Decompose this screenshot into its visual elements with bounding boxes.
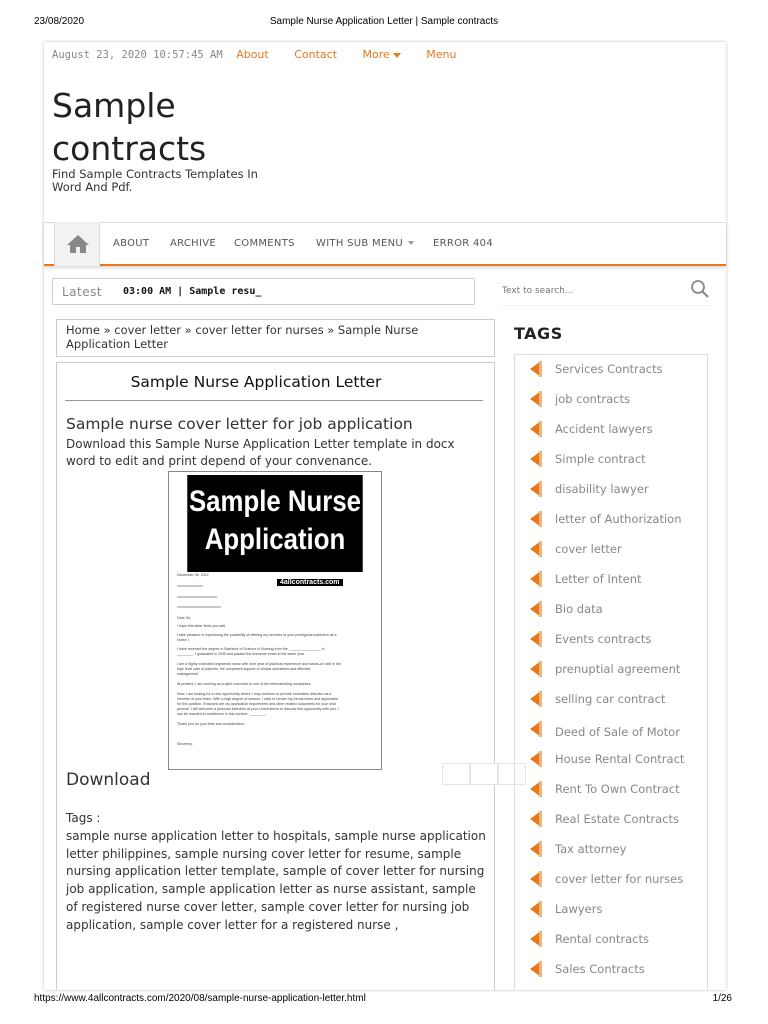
- tag-label: prenuptial agreement: [555, 662, 681, 676]
- print-footer: [0, 993, 768, 1013]
- article-title: Sample Nurse Application Letter: [130, 373, 382, 391]
- tag-label: House Rental Contract: [555, 752, 685, 766]
- preview-body-line: I take pleasure in expressing the possibility of offering my services to your prestigious institution as a: [177, 633, 337, 637]
- article-description: Download this Sample Nurse Application Letter template in docx word to edit and print depend of your convenance.: [66, 437, 455, 468]
- download-button[interactable]: [442, 763, 470, 785]
- tag-arrow-stem: [539, 571, 542, 587]
- tag-link[interactable]: [525, 478, 708, 500]
- tag-link[interactable]: [525, 538, 708, 560]
- more-dropdown[interactable]: [363, 48, 401, 61]
- tag-label: Services Contracts: [555, 362, 663, 376]
- tag-label: Rent To Own Contract: [555, 782, 680, 796]
- tag-label: Deed of Sale of Motor: [555, 725, 680, 739]
- tag-link[interactable]: [525, 928, 708, 950]
- tag-link[interactable]: [525, 868, 708, 890]
- nav-comments[interactable]: COMMENTS: [234, 238, 295, 249]
- tag-arrow-stem: [539, 871, 542, 887]
- tag-arrow-stem: [539, 661, 542, 677]
- tag-arrow-stem: [539, 691, 542, 707]
- tag-label: cover letter: [555, 542, 622, 556]
- tag-label: Sales Contracts: [555, 962, 645, 976]
- about-link[interactable]: About: [236, 48, 269, 61]
- tags-label: Tags :: [66, 811, 101, 825]
- tag-label: Rental contracts: [555, 932, 649, 946]
- tag-arrow-stem: [539, 421, 542, 437]
- preview-banner: Sample Nurse Application: [187, 475, 362, 572]
- preview-body-line: high level care of patients, the competent support of clinical operations and effective: [177, 667, 311, 671]
- latest-ticker: [52, 278, 475, 305]
- title-divider: [65, 400, 483, 401]
- web-page: [44, 42, 726, 990]
- article-tags: [66, 810, 486, 935]
- tag-label: cover letter for nurses: [555, 872, 684, 886]
- preview-date: December 06, 2012: [177, 573, 209, 577]
- menu-link[interactable]: Menu: [426, 48, 457, 61]
- breadcrumb[interactable]: Home » cover letter » cover letter for nurses » Sample Nurse Application Letter: [56, 319, 495, 357]
- tag-arrow-stem: [539, 631, 542, 647]
- print-doc-title: Sample Nurse Application Letter | Sample contracts: [269, 16, 499, 27]
- chevron-down-icon: [408, 241, 414, 245]
- nav-archive[interactable]: ARCHIVE: [170, 238, 217, 249]
- chevron-down-icon: [393, 53, 401, 58]
- tag-arrow-stem: [539, 721, 542, 737]
- tag-label: Events contracts: [555, 632, 652, 646]
- tag-arrow-stem: [539, 481, 542, 497]
- tag-link[interactable]: [525, 568, 708, 590]
- print-page-number: 1/26: [712, 993, 732, 1004]
- tag-link[interactable]: [525, 598, 708, 620]
- top-bar: [52, 48, 479, 61]
- tag-link[interactable]: [525, 808, 708, 830]
- letter-preview-image[interactable]: [168, 471, 382, 770]
- main-nav: [44, 222, 726, 266]
- tag-link[interactable]: [525, 958, 708, 980]
- preview-body-line: I hope this letter finds you well.: [177, 624, 227, 628]
- tag-arrow-stem: [539, 451, 542, 467]
- tag-link[interactable]: [525, 688, 708, 710]
- tag-link[interactable]: [525, 748, 708, 770]
- search-box: [502, 278, 712, 306]
- search-icon[interactable]: [690, 279, 710, 303]
- preview-body-line: for this position. Enclosed are my application requirement and other related documents for your kind: [177, 702, 336, 706]
- tag-link[interactable]: [525, 388, 708, 410]
- tag-label: job contracts: [555, 392, 630, 406]
- preview-body-line: Nurse I.: [177, 638, 190, 642]
- tag-label: Accident lawyers: [555, 422, 653, 436]
- tag-arrow-stem: [539, 841, 542, 857]
- preview-body-line: member of your team. With a high degree of esteem, I wish to render my formal intent and application: [177, 697, 339, 701]
- article: [56, 362, 495, 990]
- tag-label: selling car contract: [555, 692, 666, 706]
- preview-body-line: Now, I am looking for a new opportunity where I may continue to provide innovative direction as a: [177, 692, 332, 696]
- tag-arrow-stem: [539, 751, 542, 767]
- tag-arrow-stem: [539, 511, 542, 527]
- latest-label: Latest: [62, 285, 103, 299]
- tag-label: Real Estate Contracts: [555, 812, 679, 826]
- tag-arrow-stem: [539, 811, 542, 827]
- tag-label: disability lawyer: [555, 482, 649, 496]
- preview-body-line: management.: [177, 672, 199, 676]
- tag-arrow-stem: [539, 931, 542, 947]
- tag-arrow-stem: [539, 781, 542, 797]
- contact-link[interactable]: Contact: [294, 48, 338, 61]
- tag-label: letter of Authorization: [555, 512, 682, 526]
- header-datetime: August 23, 2020 10:57:45 AM: [52, 49, 223, 61]
- preview-body-line: I am a highly motivated registered nurse with nine year of practical experience and hands-on skill in the: [177, 662, 341, 666]
- download-heading[interactable]: Download: [66, 770, 151, 790]
- tag-link[interactable]: [525, 718, 708, 744]
- download-button[interactable]: [470, 763, 498, 785]
- tag-link[interactable]: [525, 448, 708, 470]
- home-button[interactable]: [54, 222, 100, 266]
- tag-link[interactable]: [525, 508, 708, 530]
- tag-link[interactable]: [525, 418, 708, 440]
- ticker-text[interactable]: 03:00 AM | Sample resu_: [123, 286, 262, 297]
- tag-arrow-stem: [539, 391, 542, 407]
- preview-body-line: perusal. I will welcome a personal interview at your convenience to discuss this opportunity with you. I: [177, 707, 339, 711]
- tag-arrow-stem: [539, 961, 542, 977]
- tag-label: Tax attorney: [555, 842, 627, 856]
- preview-signoff: Sincerely,: [177, 742, 193, 746]
- preview-blank-line: [177, 585, 203, 587]
- site-description: Find Sample Contracts Templates In Word And Pdf.: [52, 167, 258, 194]
- tag-arrow-stem: [539, 541, 542, 557]
- tag-link[interactable]: [525, 628, 708, 650]
- nav-error-404[interactable]: ERROR 404: [433, 238, 493, 249]
- preview-body-line: At present, I am working as project executive in one of the telemarketing companies.: [177, 682, 312, 686]
- sidebar-tags-title: TAGS: [514, 324, 563, 343]
- sidebar-tags: [514, 354, 708, 990]
- tag-link[interactable]: [525, 898, 708, 920]
- nav-with-sub-menu[interactable]: [316, 238, 414, 249]
- tag-link[interactable]: [525, 358, 708, 380]
- tag-link[interactable]: [525, 658, 708, 680]
- preview-salutation: Dear Sir,: [177, 616, 191, 620]
- more-label: More: [362, 48, 390, 61]
- tag-arrow-stem: [539, 601, 542, 617]
- tag-label: Letter of Intent: [555, 572, 642, 586]
- print-header: [0, 16, 768, 36]
- print-url: https://www.4allcontracts.com/2020/08/sample-nurse-application-letter.html: [34, 993, 366, 1004]
- tag-label: Lawyers: [555, 902, 603, 916]
- tag-link[interactable]: [525, 778, 708, 800]
- preview-logo: 4allcontracts.com: [277, 579, 343, 586]
- preview-body-line: I have received the degree in Bachelor of Science in Nursing from the ________________ in: [177, 647, 325, 651]
- article-subtitle: Sample nurse cover letter for job application: [66, 415, 413, 433]
- search-input[interactable]: [502, 282, 682, 300]
- tags-list-text: sample nurse application letter to hospitals, sample nurse application letter philippines, sample nursing cover letter for resume, sample nursing application letter template, sample of cover letter for nursing job application, sample application letter as nurse assistant, sample of registered nurse cover letter, sample cover letter for nursing job application, sample cover letter for a registered nurse ,: [66, 828, 486, 932]
- print-date: 23/08/2020: [34, 16, 85, 27]
- preview-blank-line: [177, 596, 217, 598]
- preview-body-line: ________. I graduated in 2005 and passed the licensure exam in the same year.: [177, 652, 306, 656]
- tag-link[interactable]: [525, 838, 708, 860]
- nav-with-sub-menu-label: WITH SUB MENU: [316, 238, 403, 249]
- tag-arrow-stem: [539, 901, 542, 917]
- tag-label: Bio data: [555, 602, 603, 616]
- preview-blank-line: [177, 606, 221, 608]
- site-title[interactable]: Sample contracts: [52, 86, 207, 168]
- tag-arrow-stem: [539, 361, 542, 377]
- nav-about[interactable]: ABOUT: [113, 238, 150, 249]
- home-icon: [66, 234, 90, 254]
- tag-label: Simple contract: [555, 452, 646, 466]
- preview-body-line: Thank you for your time and consideration.: [177, 722, 246, 726]
- preview-body-line: can be reached in confidence in this number: ________.: [177, 712, 267, 716]
